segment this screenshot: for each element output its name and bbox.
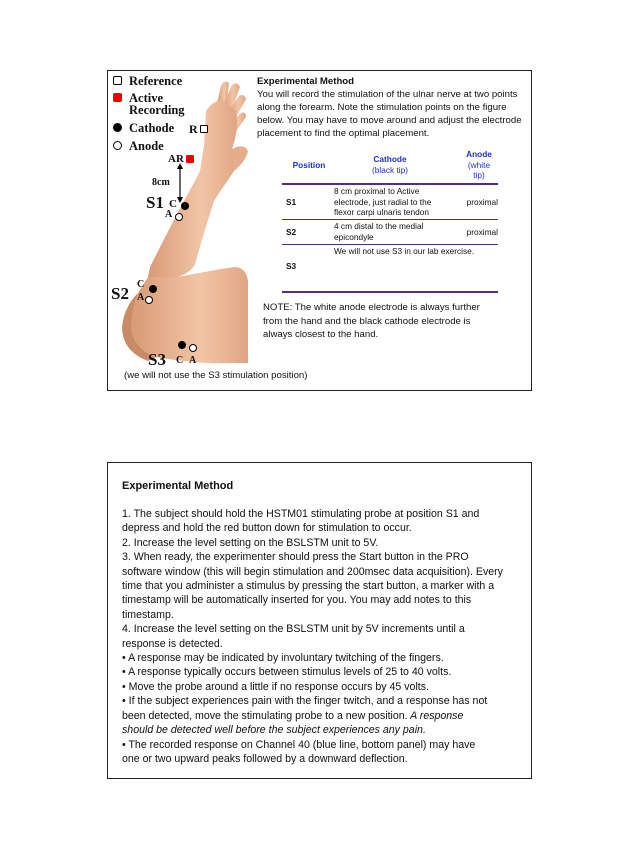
s3-anode-dot-icon (189, 344, 197, 352)
legend-active-label (129, 92, 185, 116)
s2-anode-dot-icon (145, 296, 153, 304)
slide2-title: Experimental Method (122, 480, 234, 492)
note-text (263, 301, 503, 342)
instruction-line: • A response may be indicated by involuntary twitching of the fingers. (122, 652, 444, 665)
instruction-line: software window (this will begin stimulation and 200msec data acquisition). Every (122, 565, 503, 578)
header-anode-line1: Anode (466, 149, 492, 159)
instruction-line: timestamp. (122, 608, 174, 621)
header-cathode-line2: (black tip) (372, 164, 408, 175)
slide-1 (107, 70, 532, 391)
header-anode-line2: (white (467, 159, 491, 170)
row-cathode-line: 8 cm proximal to Active (334, 186, 420, 196)
instruction-line: • Move the probe around a little if no response occurs by 45 volts. (122, 680, 429, 693)
instruction-line: one or two upward peaks followed by a downward deflection. (122, 752, 408, 765)
s2-anode-letter: A (137, 292, 145, 303)
header-cathode-line1: Cathode (373, 154, 407, 164)
instruction-line: 4. Increase the level setting on the BSLSTM unit by 5V increments until a (122, 623, 465, 636)
s3-cathode-letter: C (176, 355, 184, 366)
header-position: Position (292, 160, 326, 170)
s3-label: S3 (148, 350, 166, 369)
header-anode (456, 149, 502, 181)
anode-dot-icon (113, 141, 122, 150)
row-position: S3 (286, 261, 297, 271)
active-recording-marker-label: AR (168, 153, 184, 165)
s1-cathode-letter: C (169, 198, 177, 210)
instruction-italic-line: should be detected well before the subject experiences any pain. (122, 724, 426, 737)
s1-label: S1 (146, 193, 164, 212)
s1-anode-dot-icon (175, 213, 183, 221)
instruction-line: 2. Increase the level setting on the BSLSTM unit to 5V. (122, 536, 379, 549)
s3-anode-letter: A (189, 355, 197, 366)
electrode-placement-table (282, 149, 498, 293)
instruction-line: timestamp will be automatically inserted for you. You may add notes to this (122, 594, 472, 607)
legend-anode-label: Anode (129, 139, 164, 153)
instruction-line: 3. When ready, the experimenter should press the Start button in the PRO (122, 551, 469, 564)
legend-anode (113, 140, 164, 152)
header-cathode (334, 154, 446, 175)
table-header (282, 149, 498, 185)
instruction-line: depress and hold the red button down for stimulation to occur. (122, 522, 412, 535)
s2-label: S2 (111, 284, 129, 303)
method-title: Experimental Method (257, 76, 355, 87)
instruction-line: response is detected. (122, 637, 223, 650)
instruction-list (122, 507, 522, 766)
legend-active (113, 92, 185, 116)
row-cathode-line: electrode, just radial to the (334, 196, 432, 207)
method-line: along the forearm. Note the stimulation points on the figure (257, 102, 507, 113)
table-row (282, 245, 498, 293)
instruction-italic-text: A response (407, 709, 464, 722)
s1-cathode-dot-icon (181, 202, 189, 210)
reference-electrode-icon (200, 125, 208, 133)
distance-label: 8cm (152, 177, 170, 188)
method-line: You will record the stimulation of the ulnar nerve at two points (257, 89, 518, 100)
instruction-line: • If the subject experiences pain with the finger twitch, and a response has not (122, 695, 488, 708)
instruction-line: 1. The subject should hold the HSTM01 stimulating probe at position S1 and (122, 508, 480, 520)
note-line: always closest to the hand. (263, 329, 379, 340)
row-cathode-line: flexor carpi ulnaris tendon (334, 207, 430, 217)
s2-cathode-dot-icon (149, 285, 157, 293)
row-cathode (334, 221, 448, 242)
method-line: below. You may have to move around and adjust the electrode (257, 115, 522, 126)
legend-cathode (113, 122, 174, 134)
row-cathode (334, 186, 448, 218)
active-recording-square-icon (113, 93, 122, 102)
row-anode: proximal (466, 197, 498, 207)
cathode-dot-icon (113, 123, 122, 132)
row-cathode-line: We will not use S3 in our lab exercise. (334, 246, 475, 256)
note-line: NOTE: The white anode electrode is always further (263, 302, 480, 313)
method-text-block (257, 75, 529, 140)
reference-square-icon (113, 76, 122, 85)
legend-reference-label: Reference (129, 74, 183, 88)
reference-marker-label: R (189, 122, 198, 136)
instruction-line: • The recorded response on Channel 40 (blue line, bottom panel) may have (122, 738, 476, 751)
row-position: S1 (286, 197, 297, 207)
slide-2 (107, 462, 532, 779)
table-row (282, 220, 498, 245)
note-line: from the hand and the black cathode electrode is (263, 315, 471, 327)
arm-figure (108, 71, 253, 389)
row-position: S2 (286, 227, 297, 237)
s2-cathode-letter: C (137, 279, 145, 290)
method-line: placement to find the optimal placement. (257, 128, 430, 139)
instruction-line: • A response typically occurs between stimulus levels of 25 to 40 volts. (122, 666, 452, 679)
s1-anode-letter: A (165, 209, 173, 220)
instruction-line (122, 709, 522, 723)
row-cathode-line: 4 cm distal to the medial (334, 221, 424, 231)
legend-active-line2: Recording (129, 103, 185, 117)
s3-cathode-dot-icon (178, 341, 186, 349)
instruction-line-text: been detected, move the stimulating probe to a new position. (122, 709, 408, 722)
legend-reference (113, 75, 182, 87)
legend-cathode-label: Cathode (129, 121, 175, 135)
table-row (282, 185, 498, 220)
active-electrode-icon (186, 155, 194, 163)
legend-active-line1: Active (129, 91, 164, 105)
figure-caption: (we will not use the S3 stimulation position) (124, 370, 308, 381)
row-cathode-line: epicondyle (334, 231, 374, 242)
instruction-line: time that you administer a stimulus by pressing the start button, a marker with a (122, 580, 495, 593)
row-anode: proximal (466, 227, 498, 237)
header-anode-line3: tip) (473, 170, 485, 180)
